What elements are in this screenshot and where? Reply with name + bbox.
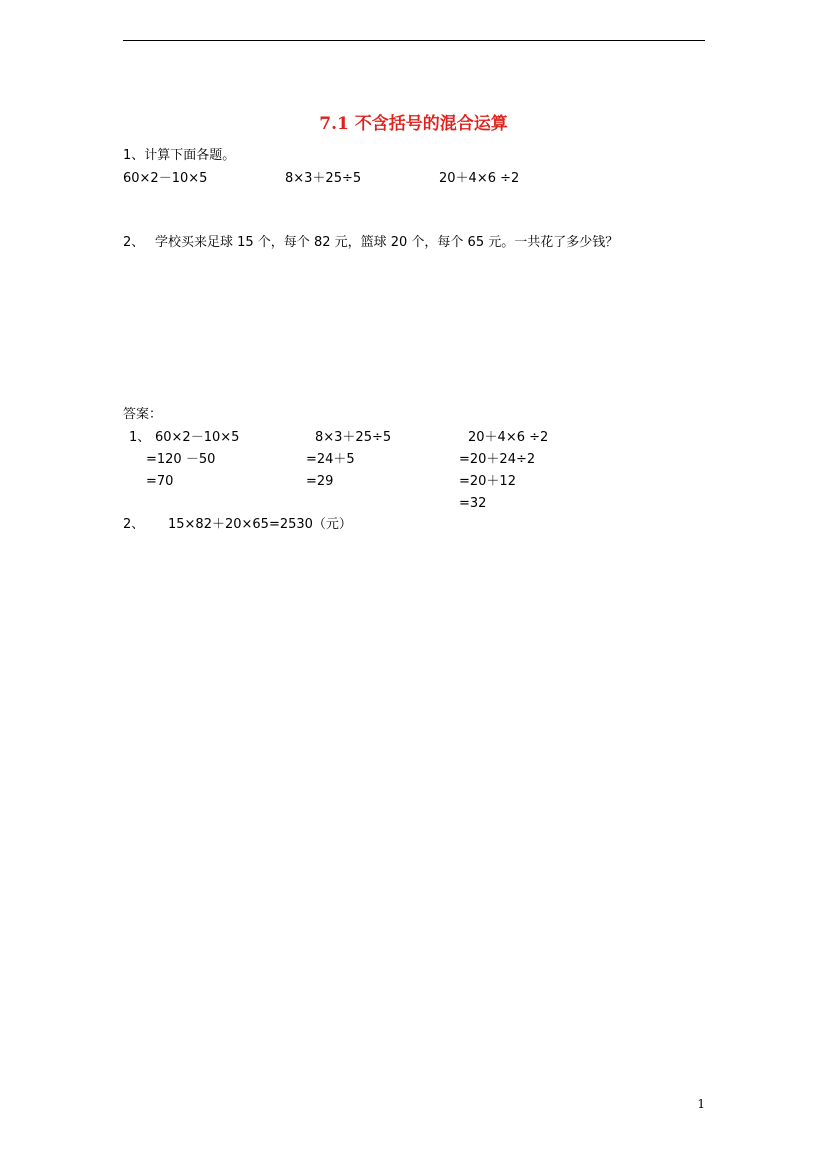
question-2-text: 学校买来足球 15 个，每个 82 元，篮球 20 个，每个 65 元。一共花了多少钱？ bbox=[155, 235, 619, 250]
answer-1-col3-line-3: =20＋12 bbox=[459, 474, 516, 489]
question-1-expr-2: 8×3＋25÷5 bbox=[285, 171, 362, 186]
page-number: 1 bbox=[697, 1097, 705, 1111]
answer-1-col1-line-2: =120 －50 bbox=[146, 452, 216, 467]
answer-1-label: 1、 bbox=[129, 430, 151, 445]
answer-1-col3-line-4: =32 bbox=[459, 496, 487, 511]
answer-1-col2-line-1: 8×3＋25÷5 bbox=[315, 430, 392, 445]
answer-1-col2-line-2: =24＋5 bbox=[306, 452, 355, 467]
answer-1-col3-line-1: 20＋4×6 ÷2 bbox=[468, 430, 549, 445]
page-title: 7.1 不含括号的混合运算 bbox=[319, 114, 508, 134]
answer-1-col1-line-1: 60×2－10×5 bbox=[155, 430, 240, 445]
question-1-prompt: 1、计算下面各题。 bbox=[123, 148, 236, 163]
answers-heading: 答案： bbox=[123, 407, 163, 422]
answer-2-label: 2、 bbox=[123, 517, 145, 532]
question-1-expr-3: 20＋4×6 ÷2 bbox=[439, 171, 520, 186]
question-2-label: 2、 bbox=[123, 235, 145, 250]
answer-1-col3-line-2: =20＋24÷2 bbox=[459, 452, 536, 467]
answer-1-col2-line-3: =29 bbox=[306, 474, 334, 489]
answer-2-text: 15×82＋20×65=2530（元） bbox=[168, 517, 352, 532]
answer-1-col1-line-3: =70 bbox=[146, 474, 174, 489]
question-1-expr-1: 60×2－10×5 bbox=[123, 171, 208, 186]
header-rule bbox=[123, 40, 705, 41]
